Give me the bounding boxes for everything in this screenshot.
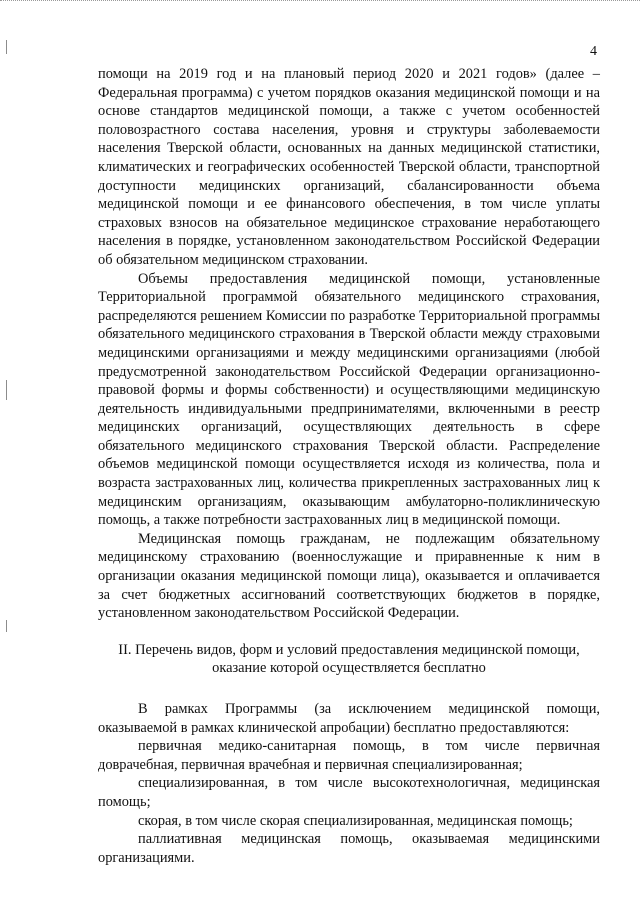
section-heading (98, 641, 600, 678)
paragraph: Объемы предоставления медицинской помощи, установленные Территориальной программой обязательного медицинского страхования, распределяются решением Комиссии по разработке Территориальной программы обязательного медицинского страхования в Тверской области между страховыми медицинскими организациями и между медицинскими организациями (любой предусмотренной законодательством Российской Федерации организационно-правовой формы и формы собственности) и осуществляющими медицинскую деятельность индивидуальными предпринимателями, включенными в реестр медицинских организаций, осуществляющих деятельность в сфере обязательного медицинского страхования Тверской области. Распределение объемов медицинской помощи осуществляется исходя из количества, пола и возраста застрахованных лиц, количества прикрепленных застрахованных лиц к медицинским организациям, оказывающим амбулаторно-поликлиническую помощь, а также потребности застрахованных лиц в медицинской помощи. (98, 270, 600, 529)
page-number: 4 (590, 44, 597, 59)
document-body (98, 65, 600, 867)
paragraph: Медицинская помощь гражданам, не подлежащим обязательному медицинскому страхованию (военнослужащие и приравненные к ним в организации оказания медицинской помощи лица), оказывается и оплачивается за счет бюджетных ассигнований соответствующих бюджетов в порядке, установленном законодательством Российской Федерации. (98, 530, 600, 622)
scan-edge-artifact (0, 0, 640, 4)
list-item: первичная медико-санитарная помощь, в том числе первичная доврачебная, первичная врачебная и первичная специализированная; (98, 738, 600, 773)
margin-mark (6, 620, 7, 632)
paragraphs-top (98, 65, 600, 623)
list-item: паллиативная медицинская помощь, оказываемая медицинскими организациями. (98, 831, 600, 866)
list-item: скорая, в том числе скорая специализированная, медицинская помощь; (138, 812, 573, 829)
margin-mark (6, 40, 7, 54)
paragraph: помощи на 2019 год и на плановый период 2020 и 2021 годов» (далее – Федеральная программа) с учетом порядков оказания медицинской помощи и на основе стандартов медицинской помощи, а также с учетом особенностей половозрастного состава населения, уровня и структуры заболеваемости населения Тверской области, основанных на данных медицинской статистики, климатических и географических особенностей Тверской области, транспортной доступности медицинских организаций, сбалансированности объема медицинской помощи и ее финансового обеспечения, в том числе уплаты страховых взносов на обязательное медицинское страхование неработающего населения в порядке, установленном законодательством Российской Федерации об обязательном медицинском страховании. (98, 66, 600, 268)
paragraph: В рамках Программы (за исключением медицинской помощи, оказываемой в рамках клинической апробации) бесплатно предоставляются: (98, 701, 600, 736)
section-heading-line-1: II. Перечень видов, форм и условий предоставления медицинской помощи, (118, 641, 580, 658)
margin-mark (6, 380, 7, 400)
section-heading-line-2: оказание которой осуществляется бесплатно (212, 660, 486, 677)
list-item: специализированная, в том числе высокотехнологичная, медицинская помощь; (98, 775, 600, 810)
spacer (98, 678, 600, 700)
paragraphs-bottom (98, 700, 600, 867)
